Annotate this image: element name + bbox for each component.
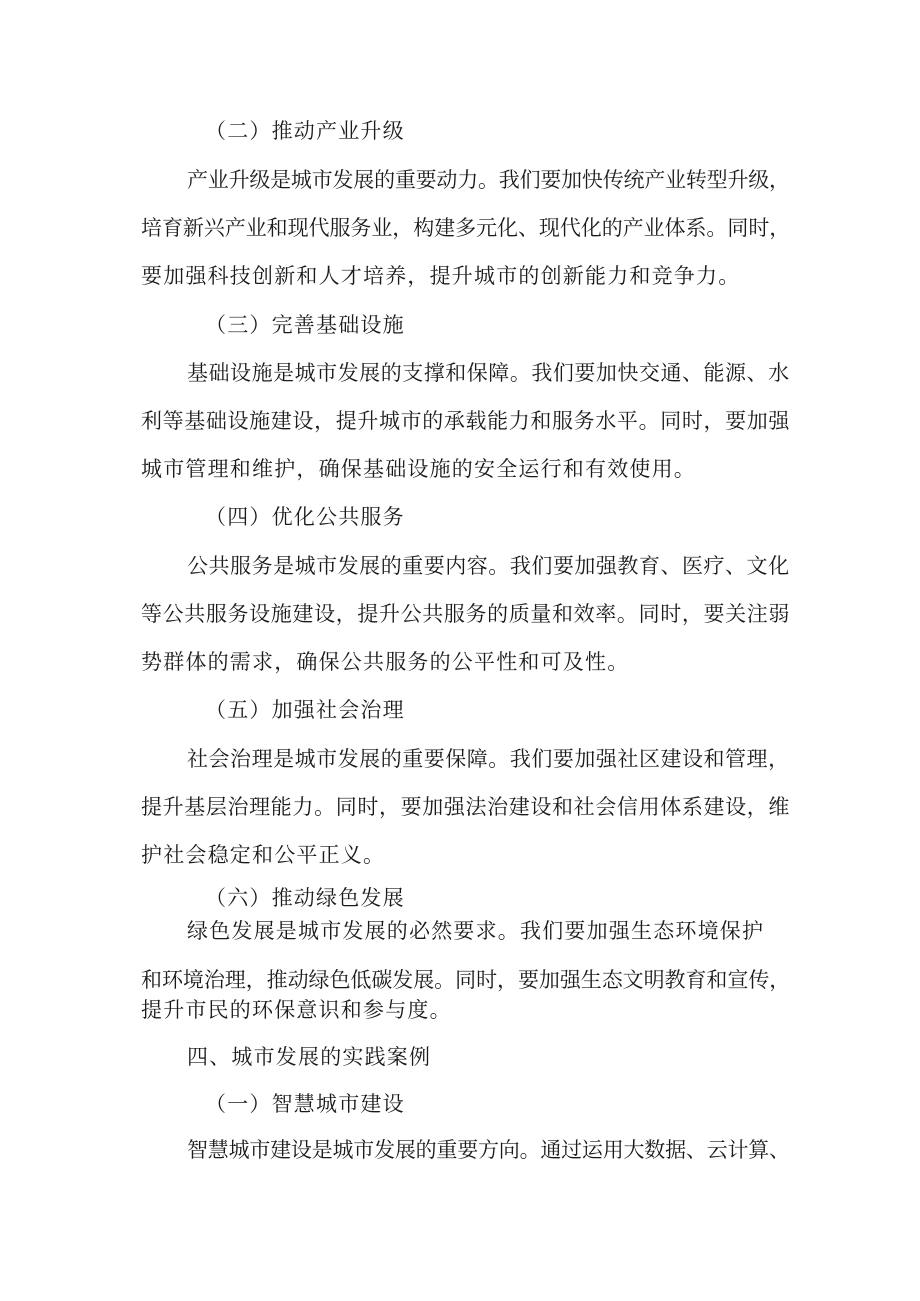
section-heading: （一）智慧城市建设 — [205, 1092, 405, 1116]
paragraph-line: 护社会稳定和公平正义。 — [141, 843, 386, 867]
section-heading: （四）优化公共服务 — [205, 505, 405, 529]
section-heading: （五）加强社会治理 — [205, 698, 405, 722]
paragraph-line: 智慧城市建设是城市发展的重要方向。通过运用大数据、云计算、 — [187, 1138, 790, 1162]
paragraph-line: 势群体的需求，确保公共服务的公平性和可及性。 — [141, 650, 630, 674]
paragraph-line: 社会治理是城市发展的重要保障。我们要加强社区建设和管理， — [187, 747, 790, 771]
paragraph-line: 公共服务是城市发展的重要内容。我们要加强教育、医疗、文化 — [187, 554, 790, 578]
paragraph-line: 城市管理和维护，确保基础设施的安全运行和有效使用。 — [141, 457, 696, 481]
paragraph-line: 提升基层治理能力。同时，要加强法治建设和社会信用体系建设，维 — [141, 795, 790, 819]
paragraph-line: 提升市民的环保意识和参与度。 — [141, 998, 452, 1022]
paragraph-line: 利等基础设施建设，提升城市的承载能力和服务水平。同时，要加强 — [141, 409, 790, 433]
paragraph-line: 产业升级是城市发展的重要动力。我们要加快传统产业转型升级， — [187, 168, 790, 192]
section-heading: （六）推动绿色发展 — [205, 886, 405, 910]
section-heading: （三）完善基础设施 — [205, 313, 405, 337]
paragraph-line: 绿色发展是城市发展的必然要求。我们要加强生态环境保护 — [187, 919, 765, 943]
section-heading: （二）推动产业升级 — [205, 119, 405, 143]
paragraph-line: 等公共服务设施建设，提升公共服务的质量和效率。同时，要关注弱 — [141, 602, 790, 626]
paragraph-line: 和环境治理，推动绿色低碳发展。同时，要加强生态文明教育和宣传， — [141, 968, 791, 992]
chapter-heading: 四、城市发展的实践案例 — [187, 1045, 432, 1069]
paragraph-line: 培育新兴产业和现代服务业，构建多元化、现代化的产业体系。同时， — [141, 216, 791, 240]
paragraph-line: 基础设施是城市发展的支撑和保障。我们要加快交通、能源、水 — [187, 361, 790, 385]
paragraph-line: 要加强科技创新和人才培养，提升城市的创新能力和竞争力。 — [141, 264, 741, 288]
